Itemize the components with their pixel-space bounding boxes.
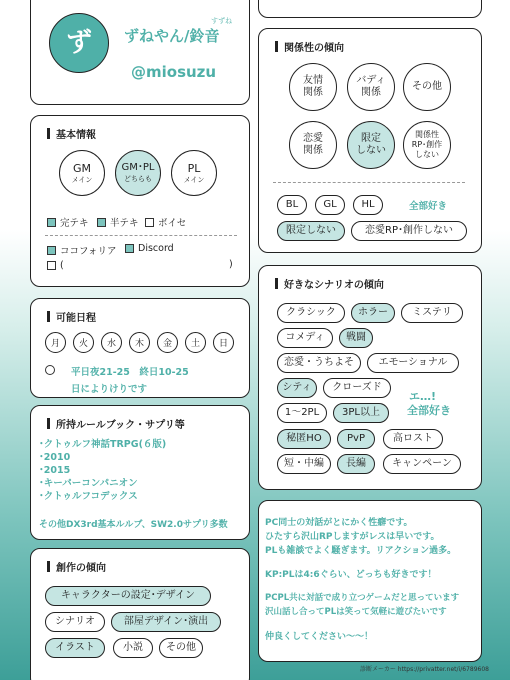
rulebooks-card — [30, 405, 250, 540]
check-discord: Discord — [125, 243, 174, 254]
rel-friendship: 友情 関係 — [289, 63, 337, 111]
rulebook-item: ･クトゥルフコデックス — [39, 491, 138, 502]
creation-card — [30, 548, 250, 680]
profile-name: ずねやん/鈴音 — [124, 27, 220, 45]
tag-bl: BL — [277, 195, 307, 215]
rulebook-item: ･2010 — [39, 452, 71, 463]
tag-gl: GL — [315, 195, 345, 215]
basic-info-title: 基本情報 — [47, 126, 96, 141]
tag-character-design: キャラクターの設定･デザイン — [45, 586, 211, 606]
scenarios-exclaim-1: エ…! — [409, 390, 437, 403]
tag-horror: ホラー — [351, 303, 395, 323]
avatar — [49, 13, 109, 73]
rel-no-limit: 限定 しない — [347, 121, 395, 169]
tag-other: その他 — [159, 638, 203, 658]
day-tue: 火 — [73, 332, 94, 353]
note-line: KP:PLは4:6ぐらい、どっちも好きです！ — [265, 570, 437, 580]
tag-romance: 恋愛・うちよそ — [277, 353, 361, 373]
check-full-text: 完テキ — [47, 215, 89, 229]
rel-no-rp: 関係性 RP･創作 しない — [403, 121, 451, 169]
relations-title: 関係性の傾向 — [275, 39, 344, 54]
note-line: 沢山話し合ってPLは笑って気軽に遊びたいです — [265, 607, 447, 617]
note-line: 仲良くしてください〜〜！ — [265, 632, 374, 642]
tag-secret-ho: 秘匿HO — [277, 429, 331, 449]
rulebooks-title: 所持ルールブック・サプリ等 — [47, 416, 185, 431]
check-voice: ボイセ — [145, 215, 186, 229]
note-line: PC同士の対話がとにかく性癖です。 — [265, 518, 413, 528]
tag-comedy: コメディ — [277, 328, 333, 348]
day-sun: 日 — [213, 332, 234, 353]
check-other-close: ) — [229, 259, 233, 270]
tag-pvp: PvP — [337, 429, 375, 449]
day-sat: 土 — [185, 332, 206, 353]
tag-city: シティ — [277, 378, 317, 398]
check-half-text: 半テキ — [97, 215, 139, 229]
check-other: ( — [47, 260, 64, 271]
day-mon: 月 — [45, 332, 66, 353]
rulebooks-extra: その他DX3rd基本ルルブ、SW2.0サプリ多数 — [39, 520, 228, 530]
basic-divider — [45, 235, 237, 236]
rel-buddy: バディ 関係 — [347, 63, 395, 111]
gm-pl-both-circle: GM･PL どちらも — [115, 150, 161, 196]
schedule-title: 可能日程 — [47, 309, 96, 324]
rel-other: その他 — [403, 63, 451, 111]
schedule-time: 平日夜21-25 終日10-25 — [71, 367, 189, 378]
day-fri: 金 — [157, 332, 178, 353]
tag-1-2pl: 1〜2PL — [277, 403, 327, 423]
day-wed: 水 — [101, 332, 122, 353]
profile-name-ruby: すずね — [211, 17, 233, 25]
schedule-note: 日によりけりです — [71, 384, 148, 395]
relations-all-like: 全部好き — [409, 201, 448, 212]
creation-title: 創作の傾向 — [47, 559, 106, 574]
schedule-card — [30, 298, 250, 398]
note-line: PCPL共に対話で成り立つゲームだと思っています — [265, 593, 460, 603]
check-cocofolia: ココフォリア — [47, 243, 117, 257]
gm-main-circle: GM メイン — [59, 150, 105, 196]
basic-info-card — [30, 115, 250, 287]
tag-classic: クラシック — [277, 303, 345, 323]
profile-card — [30, 0, 250, 105]
rel-romance: 恋愛 関係 — [289, 121, 337, 169]
clock-icon — [45, 365, 55, 375]
tag-novel: 小説 — [113, 638, 153, 658]
note-line: ひたすら沢山RPしますがレスは早いです。 — [265, 532, 440, 542]
day-thu: 木 — [129, 332, 150, 353]
tag-scenario: シナリオ — [45, 612, 105, 632]
rulebook-item: ･2015 — [39, 465, 71, 476]
relations-divider — [273, 182, 465, 183]
tag-room-design: 部屋デザイン･演出 — [111, 612, 221, 632]
tag-illust: イラスト — [45, 638, 105, 658]
profile-handle: @miosuzu — [131, 63, 217, 81]
tag-no-romance-rp: 恋愛RP･創作しない — [351, 221, 467, 241]
tag-no-limit: 限定しない — [277, 221, 345, 241]
tag-long: 長編 — [337, 454, 375, 474]
footer-credit: 診断メーカー https://privatter.net/i/6789608 — [360, 666, 489, 673]
tag-emotional: エモーショナル — [367, 353, 459, 373]
scenarios-exclaim-2: 全部好き — [407, 404, 451, 417]
rulebook-item: ･キーパーコンパニオン — [39, 478, 138, 489]
note-line: PLも雑談でよく騒ぎます。リアクション過多。 — [265, 546, 457, 556]
notes-card — [258, 500, 482, 662]
top-right-card — [258, 0, 482, 18]
tag-mystery: ミステリ — [401, 303, 463, 323]
avatar-char: ず — [65, 27, 92, 58]
tag-battle: 戦闘 — [339, 328, 373, 348]
tag-3pl-plus: 3PL以上 — [333, 403, 389, 423]
relations-card — [258, 28, 482, 253]
pl-main-circle: PL メイン — [171, 150, 217, 196]
tag-short-mid: 短・中編 — [277, 454, 331, 474]
rulebook-item: ･クトゥルフ神話TRPG(６版) — [39, 439, 167, 450]
scenarios-title: 好きなシナリオの傾向 — [275, 276, 384, 291]
scenarios-card — [258, 265, 482, 490]
tag-closed: クローズド — [323, 378, 391, 398]
tag-high-lost: 高ロスト — [383, 429, 443, 449]
tag-campaign: キャンペーン — [383, 454, 461, 474]
tag-hl: HL — [353, 195, 383, 215]
